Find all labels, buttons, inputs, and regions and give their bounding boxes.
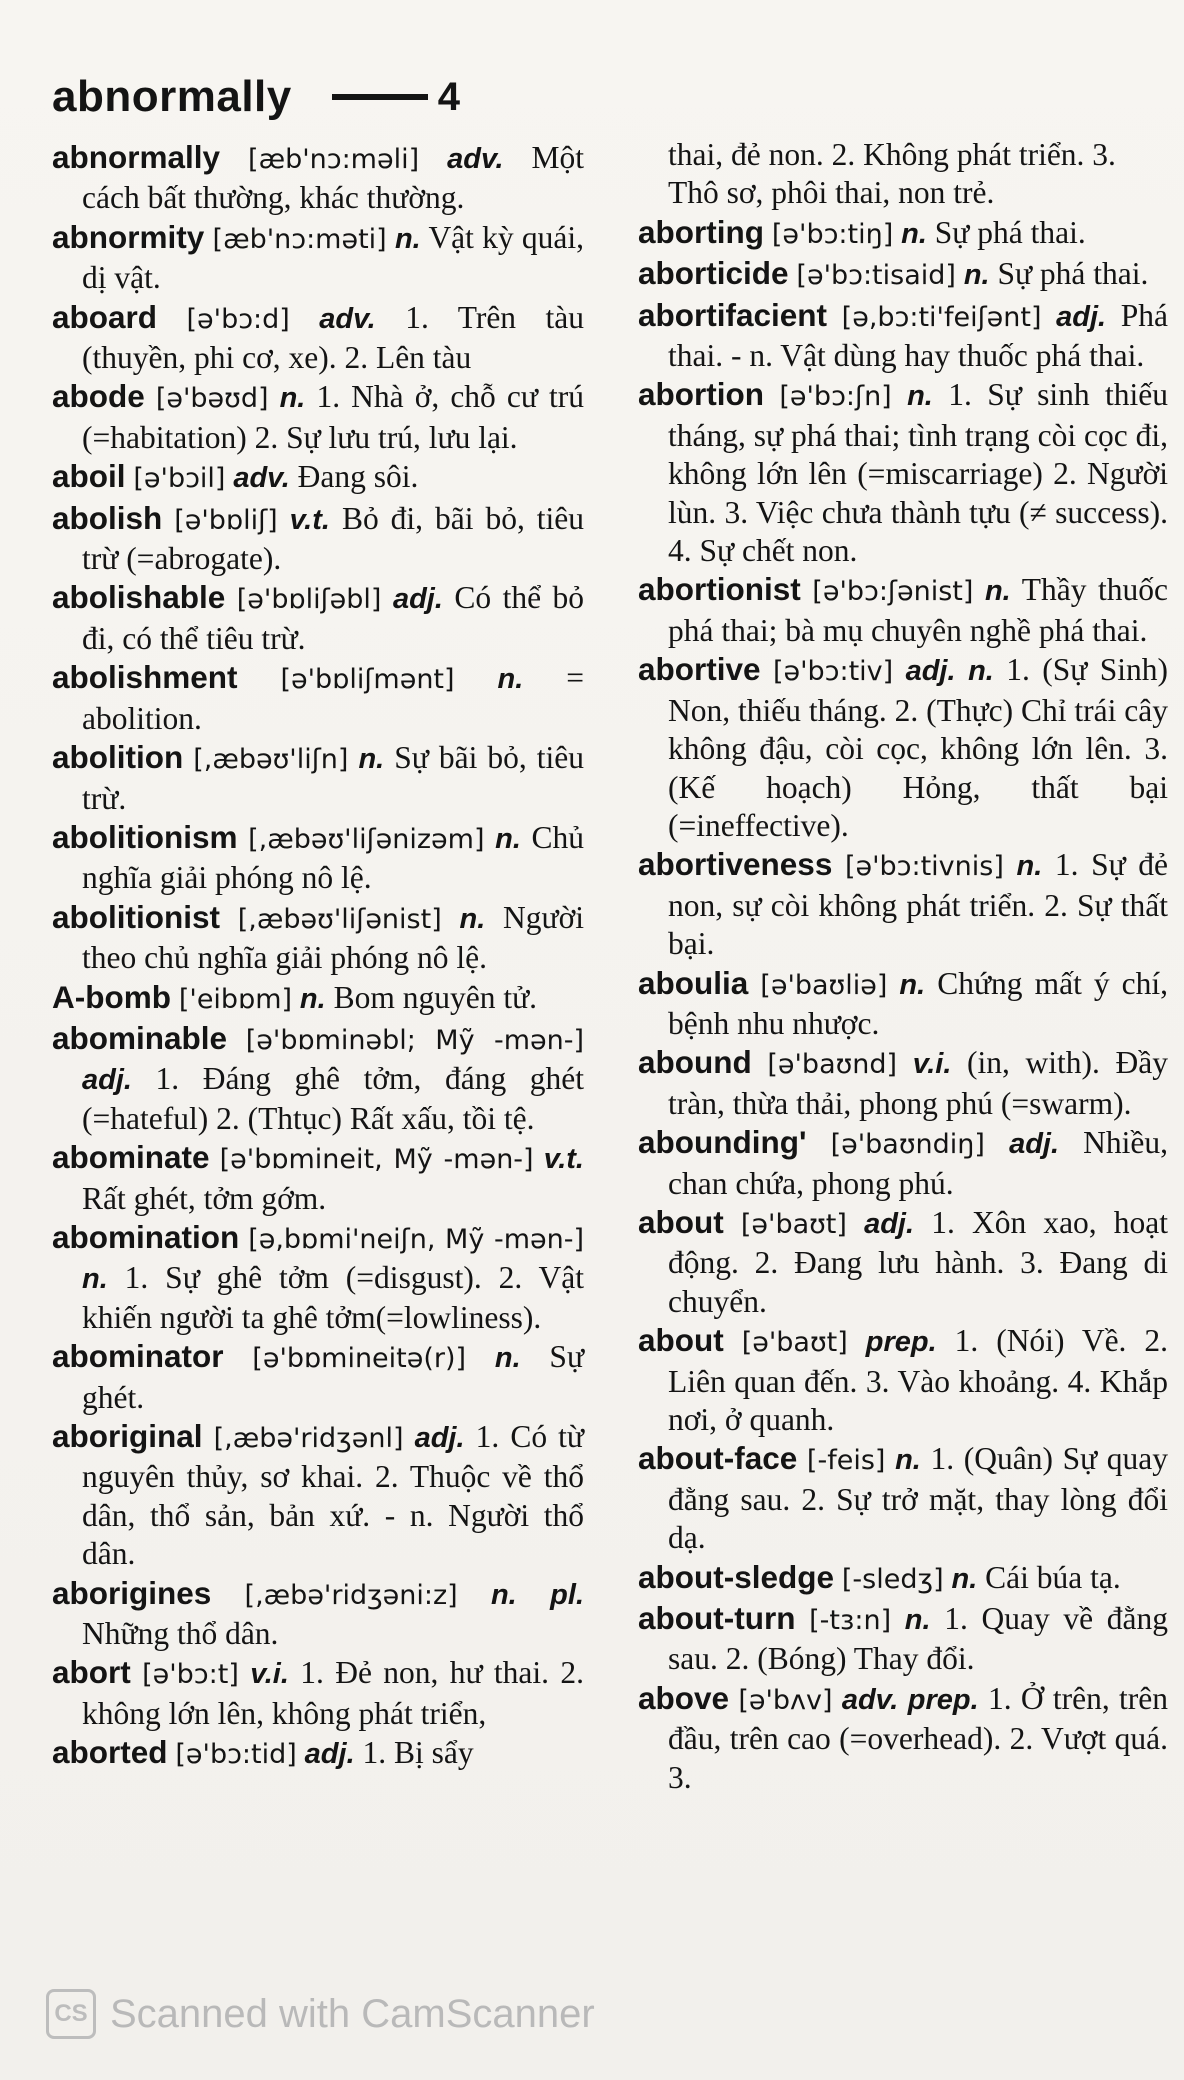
entry-definition: Người theo chủ nghĩa giải phóng nô lệ.: [82, 899, 585, 976]
entry-definition: (in, with). Đầy tràn, thừa thải, phong phú (=swarm).: [668, 1045, 1168, 1121]
entry-word: abominate: [52, 1139, 210, 1176]
entry-part-of-speech: n.: [82, 1263, 108, 1296]
entry-part-of-speech: adv.: [233, 462, 290, 495]
entry-pronunciation: [-feis]: [806, 1445, 886, 1477]
dictionary-entry: [52, 499, 584, 579]
entry-word: A-bomb: [52, 978, 171, 1015]
entry-part-of-speech: adj. n.: [905, 655, 994, 688]
dictionary-entry: [638, 845, 1168, 963]
entry-definition: Bỏ đi, bãi bỏ, tiêu trừ (=abrogate).: [82, 500, 585, 577]
entry-part-of-speech: adv.: [319, 302, 376, 335]
dictionary-entry: [52, 578, 584, 658]
entry-definition: 1. Quay về đằng sau. 2. (Bóng) Thay đổi.: [668, 1601, 1169, 1677]
dictionary-entry: [52, 377, 584, 457]
entry-pronunciation: [,æbəʊ'liʃənist]: [237, 903, 442, 935]
entry-pronunciation: [ə'bɒliʃəbl]: [236, 584, 382, 616]
entry-part-of-speech: n.: [899, 968, 926, 1001]
entry-definition: 1. Có từ nguyên thủy, sơ khai. 2. Thuộc về thổ dân, thổ sản, bản xứ. - n. Người thổ dân.: [82, 1419, 585, 1572]
entry-pronunciation: [ə,bɔ:ti'feiʃənt]: [841, 301, 1042, 333]
entry-pronunciation: [ə'baʊt]: [740, 1208, 847, 1240]
dictionary-entry: [638, 254, 1168, 295]
entry-pronunciation: [ə'bɒliʃmənt]: [280, 664, 455, 696]
entry-part-of-speech: adj.: [392, 583, 443, 616]
dictionary-entry: [52, 1019, 584, 1138]
entry-definition: Thầy thuốc phá thai; bà mụ chuyên nghề phá thai.: [668, 572, 1168, 648]
dictionary-entry: [52, 898, 584, 978]
entry-word: abolitionist: [52, 898, 220, 935]
dictionary-entry: [638, 650, 1168, 845]
entry-pronunciation: [ə'bɔ:tivnis]: [844, 851, 1004, 883]
entry-part-of-speech: n.: [495, 822, 521, 855]
entry-part-of-speech: n.: [907, 380, 933, 413]
entry-definition: Phá thai. - n. Vật dùng hay thuốc phá thai.: [668, 297, 1169, 374]
entry-part-of-speech: n.: [358, 743, 385, 776]
entry-pronunciation: [ə'baʊt]: [741, 1327, 848, 1359]
dictionary-entry: [638, 1321, 1168, 1439]
entry-part-of-speech: n.: [279, 382, 306, 415]
entry-definition: Đang sôi.: [297, 459, 419, 495]
entry-part-of-speech: n.: [904, 1604, 931, 1637]
entry-word: abortion: [638, 376, 764, 413]
entry-word: above: [638, 1679, 730, 1716]
entry-definition: 1. Nhà ở, chỗ cư trú (=habitation) 2. Sự lưu trú, lưu lại.: [82, 379, 584, 455]
entry-part-of-speech: adj.: [304, 1738, 355, 1771]
entry-definition: 1. Ở trên, trên đầu, trên cao (=overhead). 2. Vượt quá. 3.: [668, 1680, 1169, 1795]
entry-word: abolition: [52, 739, 184, 776]
entry-pronunciation: [ə'bɔil]: [133, 463, 226, 495]
entry-word: abounding': [638, 1124, 807, 1161]
dictionary-entry: [638, 1679, 1168, 1797]
dictionary-entry: [638, 964, 1168, 1044]
dictionary-entry: [638, 1203, 1168, 1321]
entry-part-of-speech: adv.: [447, 143, 504, 175]
entry-part-of-speech: n.: [984, 575, 1011, 608]
page-number-group: [332, 75, 460, 120]
entry-pronunciation: ['eibɒm]: [178, 983, 293, 1015]
entry-word: abnormally: [52, 139, 221, 175]
dictionary-entry: [52, 1733, 584, 1774]
entry-word: abominable: [52, 1019, 228, 1056]
entry-word: aborigines: [52, 1574, 212, 1611]
entry-part-of-speech: v.i.: [912, 1048, 952, 1081]
entry-pronunciation: [ə'bɔ:ʃənist]: [812, 576, 974, 608]
entry-word: abound: [638, 1044, 752, 1081]
dictionary-entry: [52, 1218, 584, 1337]
entry-pronunciation: [ə'bɒmineit, Mỹ -mən-]: [219, 1144, 534, 1176]
entry-definition: Cái búa tạ.: [985, 1559, 1121, 1595]
dictionary-entry: [52, 658, 584, 738]
entry-definition: Bom nguyên tử.: [333, 979, 538, 1015]
header-dash: [332, 94, 428, 100]
entry-pronunciation: [ə'baʊliə]: [760, 969, 888, 1001]
entry-definition: Rất ghét, tởm gớm.: [82, 1180, 327, 1216]
dictionary-entry: [52, 218, 584, 298]
entry-word: aborticide: [638, 255, 789, 292]
dictionary-entry: [52, 1138, 584, 1218]
entry-pronunciation: [ə'bɔ:tiv]: [772, 656, 894, 688]
dictionary-entry: [52, 457, 584, 498]
entry-definition: Vật kỳ quái, dị vật.: [82, 219, 585, 296]
entry-pronunciation: [ə'bɔ:tisaid]: [796, 260, 956, 292]
entry-definition: 1. Sự sinh thiếu tháng, sự phá thai; tình trạng còi cọc đi, không lớn lên (=miscarriage) 2. Người lùn. 3. Việc chưa thành tựu (≠ success). 4. Sự chết non.: [668, 377, 1169, 569]
entry-definition: 1. (Nói) Về. 2. Liên quan đến. 3. Vào khoảng. 4. Khắp nơi, ở quanh.: [668, 1323, 1169, 1437]
entry-word: aboard: [52, 298, 158, 335]
dictionary-entry: [638, 375, 1168, 570]
right-column: [638, 136, 1168, 1797]
entry-part-of-speech: n.: [394, 222, 421, 255]
header-headword: abnormally: [52, 72, 292, 121]
entry-definition: 1. Sự ghê tởm (=disgust). 2. Vật khiến người ta ghê tởm(=lowliness).: [82, 1260, 584, 1335]
entry-part-of-speech: adj.: [864, 1207, 915, 1240]
left-column: [52, 138, 584, 1775]
entry-part-of-speech: adj.: [1056, 300, 1107, 333]
entry-word: aborting: [638, 213, 764, 250]
entry-pronunciation: [,æbə'ridʒənl]: [213, 1423, 404, 1454]
entry-word: aborted: [52, 1734, 168, 1771]
entry-pronunciation: [ə,bɒmi'neiʃn, Mỹ -mən-]: [248, 1223, 585, 1255]
entry-definition: 1. Sự đẻ non, sự còi không phát triển. 2. Sự thất bại.: [668, 847, 1169, 962]
entry-definition: = abolition.: [82, 660, 585, 736]
entry-part-of-speech: n. pl.: [490, 1578, 584, 1611]
dictionary-entry: [52, 1574, 584, 1654]
entry-definition: 1. Đẻ non, hư thai. 2. không lớn lên, không phát triển,: [82, 1655, 584, 1731]
entry-word: aboriginal: [52, 1418, 203, 1454]
dictionary-entry: [638, 1439, 1168, 1557]
entry-part-of-speech: n.: [459, 902, 486, 935]
entry-part-of-speech: adv. prep.: [841, 1683, 979, 1716]
dictionary-entry: [52, 1653, 584, 1733]
dictionary-entry: [52, 298, 584, 378]
entry-word: abortionist: [638, 571, 801, 608]
entry-part-of-speech: n.: [299, 982, 326, 1015]
entry-part-of-speech: adj.: [1009, 1128, 1060, 1161]
entry-pronunciation: [,æbəʊ'liʃənizəm]: [248, 823, 485, 855]
entry-pronunciation: [æb'nɔ:məti]: [212, 223, 387, 255]
entry-definition: Nhiều, chan chứa, phong phú.: [668, 1125, 1169, 1201]
dictionary-entry: [638, 1123, 1168, 1203]
dictionary-entry: [52, 738, 584, 818]
entry-word: aboulia: [638, 964, 749, 1001]
dictionary-entry: [52, 1337, 584, 1417]
entry-word: abolishable: [52, 579, 226, 616]
entry-part-of-speech: n.: [497, 663, 524, 696]
entry-definition: Chứng mất ý chí, bệnh nhu nhược.: [668, 965, 1168, 1041]
entry-word: about-face: [638, 1440, 798, 1477]
entry-pronunciation: [æb'nɔ:məli]: [248, 144, 420, 175]
entry-part-of-speech: v.t.: [543, 1143, 584, 1176]
entry-pronunciation: [ə'baʊnd]: [767, 1049, 898, 1081]
dictionary-entry: [638, 296, 1168, 376]
entry-word: abort: [52, 1654, 131, 1691]
entry-pronunciation: [ə'bɔ:tid]: [175, 1739, 297, 1771]
page-number: 4: [437, 74, 460, 119]
entry-part-of-speech: adj.: [82, 1064, 132, 1097]
entry-word: about-sledge: [638, 1558, 835, 1595]
entry-part-of-speech: n.: [1016, 850, 1043, 883]
entry-pronunciation: [ə'bɒliʃ]: [174, 504, 278, 536]
dictionary-entry: [52, 818, 584, 898]
entry-definition: Sự phá thai.: [934, 214, 1086, 250]
dictionary-entry: [52, 978, 584, 1019]
entry-part-of-speech: n.: [895, 1444, 921, 1477]
dictionary-entry: [52, 138, 584, 218]
entry-definition: 1. (Sự Sinh) Non, thiếu tháng. 2. (Thực) Chỉ trái cây không đậu, còi cọc, không lớn lên. 3. (Kế hoạch) Hỏng, thất bại (=ineffective).: [668, 652, 1169, 843]
entry-definition: Sự bãi bỏ, tiêu trừ.: [82, 740, 584, 816]
entry-word: abortiveness: [638, 846, 833, 883]
entry-word: abode: [52, 378, 145, 415]
entry-word: about: [638, 1203, 724, 1240]
entry-definition: Sự ghét.: [82, 1339, 585, 1415]
dictionary-entry: [638, 570, 1168, 650]
dictionary-entry: [638, 1043, 1168, 1123]
entry-pronunciation: [ə'bɔ:t]: [142, 1659, 239, 1691]
entry-part-of-speech: adj.: [414, 1422, 465, 1454]
dictionary-entry: [638, 1599, 1168, 1679]
camscanner-logo-icon: CS: [46, 1989, 96, 2039]
entry-word: abortifacient: [638, 296, 828, 333]
entry-part-of-speech: prep.: [865, 1326, 937, 1359]
entry-pronunciation: [ə'bəʊd]: [155, 383, 269, 415]
entry-word: aboil: [52, 458, 126, 495]
entry-definition: 1. (Quân) Sự quay đằng sau. 2. Sự trở mặt, thay lòng đổi dạ.: [668, 1441, 1169, 1556]
entry-part-of-speech: v.t.: [289, 503, 330, 536]
entry-word: abolish: [52, 499, 163, 536]
entry-word: abomination: [52, 1218, 240, 1255]
entry-part-of-speech: n.: [901, 217, 927, 250]
entry-word: about: [638, 1322, 724, 1359]
entry-definition: Có thể bỏ đi, có thể tiêu trừ.: [82, 580, 585, 656]
entry-word: abortive: [638, 651, 761, 688]
entry-pronunciation: [ə'bɒminəbl; Mỹ -mən-]: [245, 1024, 584, 1056]
dictionary-entry: [638, 213, 1168, 254]
entry-pronunciation: [ə'baʊndiŋ]: [830, 1129, 985, 1161]
entry-definition: Sự phá thai.: [997, 256, 1149, 292]
entry-pronunciation: [ə'bɔ:ʃn]: [779, 381, 892, 413]
entry-part-of-speech: n.: [494, 1342, 521, 1375]
entry-definition: 1. Bị sẩy: [362, 1735, 474, 1771]
entry-part-of-speech: v.i.: [250, 1658, 289, 1691]
entry-pronunciation: [ə'bɔ:d]: [186, 303, 290, 335]
continued-definition: thai, đẻ non. 2. Không phát triển. 3. Thô sơ, phôi thai, non trẻ.: [668, 137, 1116, 211]
entry-pronunciation: [ə'bʌv]: [738, 1684, 833, 1716]
entry-part-of-speech: n.: [963, 259, 990, 292]
entry-pronunciation: [-tɜ:n]: [809, 1605, 892, 1637]
entry-pronunciation: [,æbə'ridʒəni:z]: [244, 1579, 458, 1611]
entry-definition: Một cách bất thường, khác thường.: [82, 140, 585, 216]
entry-word: about-turn: [638, 1600, 796, 1637]
page-header: [52, 62, 460, 132]
entry-definition: Những thổ dân.: [82, 1616, 279, 1652]
right-column-entries: [638, 213, 1168, 1797]
entry-word: abominator: [52, 1338, 224, 1375]
dictionary-entry: [52, 1417, 584, 1574]
entry-pronunciation: [,æbəʊ'liʃn]: [193, 744, 349, 776]
camscanner-watermark: [46, 1988, 595, 2040]
entry-word: abnormity: [52, 218, 205, 255]
entry-definition: 1. Xôn xao, hoạt động. 2. Đang lưu hành. 3. Đang di chuyển.: [668, 1204, 1169, 1319]
entry-definition: 1. Đáng ghê tởm, đáng ghét (=hateful) 2. (Thtục) Rất xấu, tồi tệ.: [82, 1061, 584, 1136]
entry-pronunciation: [-sledʒ]: [841, 1563, 944, 1595]
dictionary-entry: [638, 1558, 1168, 1599]
entry-pronunciation: [ə'bɒmineitə(r)]: [252, 1343, 467, 1375]
entry-word: abolishment: [52, 659, 238, 696]
entry-pronunciation: [ə'bɔ:tiŋ]: [771, 218, 894, 250]
watermark-text: Scanned with CamScanner: [110, 1991, 595, 2036]
entry-part-of-speech: n.: [951, 1562, 978, 1595]
entry-definition: 1. Trên tàu (thuyền, phi cơ, xe). 2. Lên tàu: [82, 299, 585, 376]
entry-word: abolitionism: [52, 818, 238, 855]
entry-definition: Chủ nghĩa giải phóng nô lệ.: [82, 819, 584, 896]
